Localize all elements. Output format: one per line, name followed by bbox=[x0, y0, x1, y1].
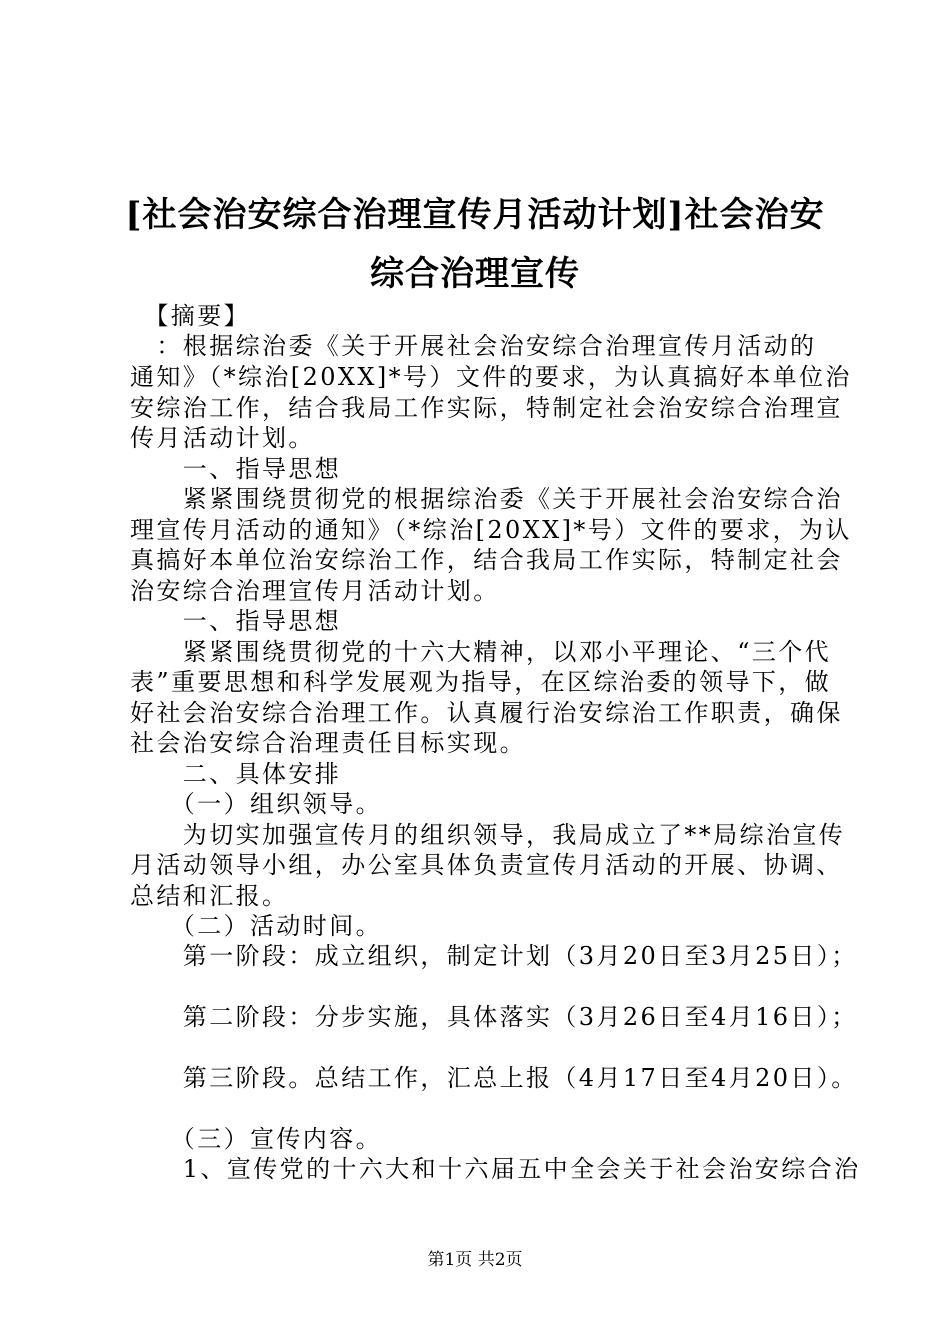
text-line: 治安综合治理宣传月活动计划。 bbox=[130, 577, 500, 605]
schedule-line: 第一阶段：成立组织，制定计划（3月20日至3月25日）； bbox=[130, 942, 858, 970]
text-line: 好社会治安综合治理工作。认真履行治安综治工作职责，确保 bbox=[130, 699, 843, 727]
text-line: 紧紧围绕贯彻党的十六大精神，以邓小平理论、“三个代 bbox=[130, 638, 832, 666]
text-line: 真搞好本单位治安综治工作，结合我局工作实际，特制定社会 bbox=[130, 546, 843, 574]
text-line: 通知》（*综治[20XX]*号）文件的要求，为认真搞好本单位治 bbox=[130, 363, 852, 391]
text-line: 月活动领导小组，办公室具体负责宣传月活动的开展、协调、 bbox=[130, 851, 843, 879]
text-line: 总结和汇报。 bbox=[130, 882, 289, 910]
page-footer: 第1页 共2页 bbox=[427, 1250, 523, 1270]
subsection-heading: （三）宣传内容。 bbox=[130, 1125, 382, 1153]
text-line: 为切实加强宣传月的组织领导，我局成立了**局综治宣传 bbox=[130, 821, 846, 849]
schedule-line: 第二阶段：分步实施，具体落实（3月26日至4月16日）； bbox=[130, 1003, 858, 1031]
schedule-line: 第三阶段。总结工作，汇总上报（4月17日至4月20日）。 bbox=[130, 1064, 858, 1092]
subsection-heading: （二）活动时间。 bbox=[130, 912, 382, 940]
text-line: 紧紧围绕贯彻党的根据综治委《关于开展社会治安综合治 bbox=[130, 485, 843, 513]
abstract-heading: 【摘要】 bbox=[130, 302, 250, 330]
text-line: 安综治工作，结合我局工作实际，特制定社会治安综合治理宣 bbox=[130, 394, 843, 422]
section-heading: 二、具体安排 bbox=[130, 760, 342, 788]
text-line: 社会治安综合治理责任目标实现。 bbox=[130, 729, 526, 757]
text-line: 表”重要思想和科学发展观为指导，在区综治委的领导下，做 bbox=[130, 668, 832, 696]
document-title-line-1: [社会治安综合治理宣传月活动计划]社会治安 bbox=[125, 195, 825, 235]
text-line: 传月活动计划。 bbox=[130, 424, 315, 452]
section-heading: 一、指导思想 bbox=[130, 607, 342, 635]
document-title-line-2: 综合治理宣传 bbox=[370, 254, 580, 294]
text-line: 理宣传月活动的通知》（*综治[20XX]*号）文件的要求，为认 bbox=[130, 516, 852, 544]
section-heading: 一、指导思想 bbox=[130, 455, 342, 483]
text-line: 1、宣传党的十六大和十六届五中全会关于社会治安综合治 bbox=[130, 1155, 861, 1183]
subsection-heading: （一）组织领导。 bbox=[130, 790, 382, 818]
text-line: ：根据综治委《关于开展社会治安综合治理宣传月活动的 bbox=[130, 332, 817, 360]
